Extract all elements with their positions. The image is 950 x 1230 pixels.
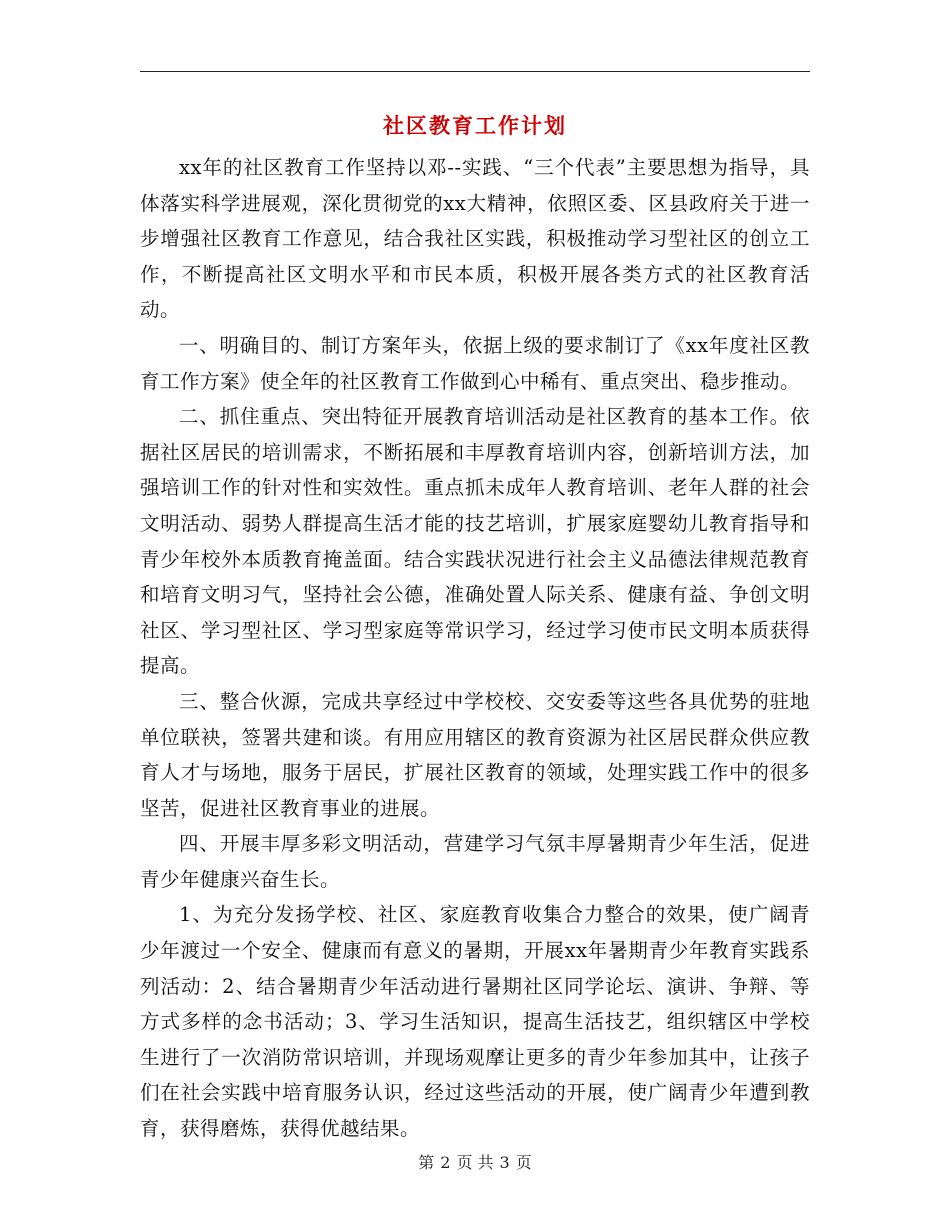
paragraph-section-3: 三、整合伙源，完成共享经过中学校校、交安委等这些各具优势的驻地单位联袂，签署共建和谈。有用应用辖区的教育资源为社区居民群众供应教育人才与场地，服务于居民，扩展社区教育的领域，处理实践工作中的很多坚苦，促进社区教育事业的进展。 [140, 689, 810, 820]
document-body [140, 150, 810, 1147]
paragraph-section-4: 四、开展丰厚多彩文明活动，营建学习气氛丰厚暑期青少年生活，促进青少年健康兴奋生长。 [140, 832, 810, 891]
paragraph-section-1: 一、明确目的、制订方案年头，依据上级的要求制订了《xx年度社区教育工作方案》使全年的社区教育工作做到心中稀有、重点突出、稳步推动。 [140, 333, 810, 393]
footer-middle: 页 共 [456, 1153, 494, 1172]
footer-current-page: 2 [440, 1153, 451, 1172]
paragraph-section-2: 二、抓住重点、突出特征开展教育培训活动是社区教育的基本工作。依据社区居民的培训需求，不断拓展和丰厚教育培训内容，创新培训方法，加强培训工作的针对性和实效性。重点抓未成年人教育培训、老年人群的社会文明活动、弱势人群提高生活才能的技艺培训，扩展家庭婴幼儿教育指导和青少年校外本质教育掩盖面。结合实践状况进行社会主义品德法律规范教育和培育文明习气，坚持社会公德，准确处置人际关系、健康有益、争创文明社区、学习型社区、学习型家庭等常识学习，经过学习使市民文明本质获得提高。 [140, 405, 810, 678]
footer-prefix: 第 [418, 1153, 435, 1172]
paragraph-intro: xx年的社区教育工作坚持以邓--实践、“三个代表”主要思想为指导，具体落实科学进展观，深化贯彻党的xx大精神，依照区委、区县政府关于进一步增强社区教育工作意见，结合我社区实践，积极推动学习型社区的创立工作，不断提高社区文明水平和市民本质，积极开展各类方式的社区教育活动。 [140, 156, 810, 322]
document-title: 社区教育工作计划 [383, 113, 567, 138]
footer-total-pages: 3 [499, 1153, 510, 1172]
page-footer [0, 1150, 950, 1173]
footer-suffix: 页 [515, 1153, 532, 1172]
paragraph-activities: 1、为充分发扬学校、社区、家庭教育收集合力整合的效果，使广阔青少年渡过一个安全、健康而有意义的暑期，开展xx年暑期青少年教育实践系列活动：2、结合暑期青少年活动进行暑期社区同学论坛、演讲、争辩、等方式多样的念书活动；3、学习生活知识，提高生活技艺，组织辖区中学校生进行了一次消防常识培训，并现场观摩让更多的青少年参加其中，让孩子们在社会实践中培育服务认识，经过这些活动的开展，使广阔青少年遭到教育，获得磨炼，获得优越结果。 [140, 903, 810, 1141]
header-rule [140, 71, 810, 72]
